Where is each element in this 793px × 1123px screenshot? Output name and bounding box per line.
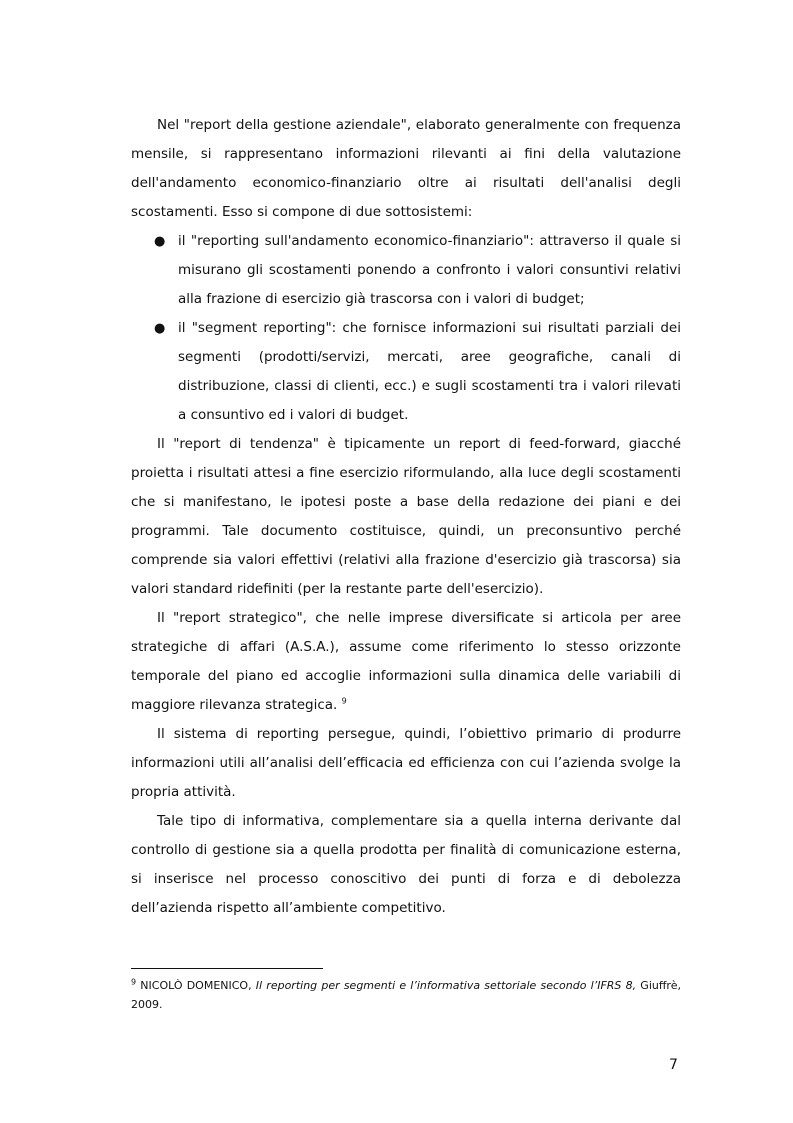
paragraph-report-gestione: Nel "report della gestione aziendale", elaborato generalmente con frequenza mensile, si rappresentano informazioni rilevanti ai fini della valutazione dell'andamento economico-finanziario oltre ai risultati dell'analisi degli scostamenti. Esso si compone di due sottosistemi:	[131, 117, 681, 220]
footnote-title: Il reporting per segmenti e l’informativa settoriale secondo l’IFRS 8,	[255, 979, 637, 992]
bullet-list	[131, 227, 681, 430]
paragraph-sistema-reporting: Il sistema di reporting persegue, quindi, l’obiettivo primario di produrre informazioni utili all’analisi dell’efficacia ed efficienza con cui l’azienda svolge la propria attività.	[131, 726, 681, 800]
paragraph-report-strategico	[131, 604, 681, 720]
list-item	[154, 227, 681, 314]
page-number: 7	[669, 1057, 678, 1073]
body-text	[131, 111, 681, 923]
footnote-publisher: Giuffrè, 2009.	[131, 979, 681, 1011]
list-item	[154, 314, 681, 430]
paragraph-text: Il "report strategico", che nelle imprese diversificate si articola per aree strategiche di affari (A.S.A.), assume come riferimento lo stesso orizzonte temporale del piano ed accoglie informazioni sulla dinamica delle variabili di maggiore rilevanza strategica.	[131, 610, 681, 713]
list-item-text: il "reporting sull'andamento economico-finanziario": attraverso il quale si misurano gli scostamenti ponendo a confronto i valori consuntivi relativi alla frazione di esercizio già trascorsa con i valori di budget;	[178, 233, 681, 307]
paragraph-informativa: Tale tipo di informativa, complementare sia a quella interna derivante dal controllo di gestione sia a quella prodotta per finalità di comunicazione esterna, si inserisce nel processo conoscitivo dei punti di forza e di debolezza dell’azienda rispetto all’ambiente competitivo.	[131, 813, 681, 916]
footnote-number: 9	[131, 977, 137, 987]
footnote	[131, 976, 681, 1014]
bullet-icon: ●	[154, 321, 166, 336]
list-item-text: il "segment reporting": che fornisce informazioni sui risultati parziali dei segmenti (prodotti/servizi, mercati, aree geografiche, canali di distribuzione, classi di clienti, ecc.) e sugli scostamenti tra i valori rilevati a consuntivo ed i valori di budget.	[178, 320, 681, 423]
footnote-separator	[131, 968, 323, 969]
bullet-icon: ●	[154, 234, 166, 249]
footnote-reference: 9	[341, 696, 347, 706]
paragraph-report-tendenza: Il "report di tendenza" è tipicamente un report di feed-forward, giacché proietta i risultati attesi a fine esercizio riformulando, alla luce degli scostamenti che si manifestano, le ipotesi poste a base della redazione dei piani e dei programmi. Tale documento costituisce, quindi, un preconsuntivo perché comprende sia valori effettivi (relativi alla frazione d'esercizio già trascorsa) sia valori standard ridefiniti (per la restante parte dell'esercizio).	[131, 436, 681, 597]
footnote-author: NICOLÒ DOMENICO,	[140, 979, 252, 992]
